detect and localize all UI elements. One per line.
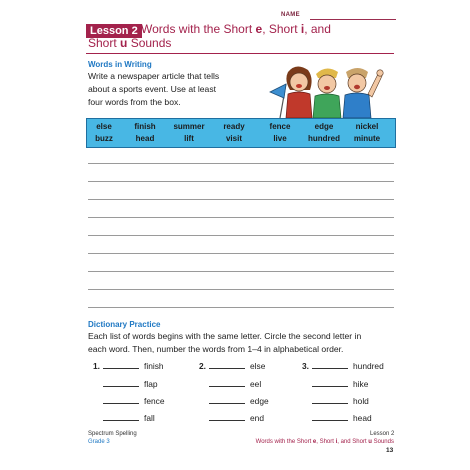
word-box <box>86 118 396 148</box>
word-box-item: else <box>96 122 112 131</box>
page-title-line1: Words with the Short e, Short i, and <box>141 22 331 36</box>
dictionary-item[interactable]: flap <box>103 379 158 389</box>
word-box-item: head <box>135 134 155 143</box>
dictionary-item[interactable]: 3. hundred <box>302 361 384 371</box>
writing-line[interactable] <box>88 307 394 308</box>
dictionary-item[interactable]: edge <box>209 396 269 406</box>
writing-line[interactable] <box>88 289 394 290</box>
word-box-item: minute <box>353 134 381 143</box>
lesson-badge: Lesson 2 <box>86 24 142 38</box>
footer-book-title: Spectrum Spelling <box>88 431 137 437</box>
word-box-item: live <box>273 134 287 143</box>
word-box-item: buzz <box>95 134 113 143</box>
page-number: 13 <box>386 447 394 454</box>
dictionary-instruction-line: Each list of words begins with the same letter. Circle the second letter in <box>88 331 362 341</box>
word-box-item: ready <box>223 122 245 131</box>
writing-line[interactable] <box>88 199 394 200</box>
cheering-kids-illustration <box>266 64 386 118</box>
writing-line[interactable] <box>88 253 394 254</box>
footer-lesson-title: Words with the Short e, Short i, and Short u Sounds <box>255 439 394 445</box>
name-label: NAME <box>281 12 300 18</box>
dictionary-item[interactable]: hold <box>312 396 369 406</box>
title-divider <box>86 53 394 54</box>
dictionary-item[interactable]: head <box>312 413 372 423</box>
dictionary-heading: Dictionary Practice <box>88 320 161 329</box>
writing-line[interactable] <box>88 163 394 164</box>
word-box-item: edge <box>314 122 334 131</box>
dictionary-item[interactable]: hike <box>312 379 368 389</box>
writing-heading: Words in Writing <box>88 60 152 69</box>
word-box-item: fence <box>269 122 291 131</box>
word-box-item: nickel <box>355 122 379 131</box>
footer-lesson: Lesson 2 <box>370 431 395 437</box>
dictionary-item[interactable]: end <box>209 413 264 423</box>
word-box-item: visit <box>225 134 242 143</box>
word-box-item: finish <box>134 122 156 131</box>
writing-instruction-line: Write a newspaper article that tells <box>88 71 220 81</box>
writing-line[interactable] <box>88 181 394 182</box>
writing-instruction-line: about a sports event. Use at least <box>88 84 217 94</box>
word-box-item: lift <box>184 134 194 143</box>
dictionary-item[interactable]: eel <box>209 379 261 389</box>
word-box-item: summer <box>173 122 205 131</box>
dictionary-instruction-line: each word. Then, number the words from 1–4 in alphabetical order. <box>88 344 344 354</box>
writing-instruction-line: four words from the box. <box>88 97 181 107</box>
dictionary-item[interactable]: fence <box>103 396 165 406</box>
writing-line[interactable] <box>88 271 394 272</box>
writing-line[interactable] <box>88 235 394 236</box>
dictionary-item[interactable]: 1. finish <box>93 361 164 371</box>
dictionary-item[interactable]: fall <box>103 413 155 423</box>
footer-grade: Grade 3 <box>88 439 110 445</box>
writing-line[interactable] <box>88 217 394 218</box>
dictionary-item[interactable]: 2. else <box>199 361 266 371</box>
page-title-line2: Short u Sounds <box>88 36 172 50</box>
word-box-item: hundred <box>308 134 340 143</box>
name-line[interactable] <box>310 19 396 20</box>
